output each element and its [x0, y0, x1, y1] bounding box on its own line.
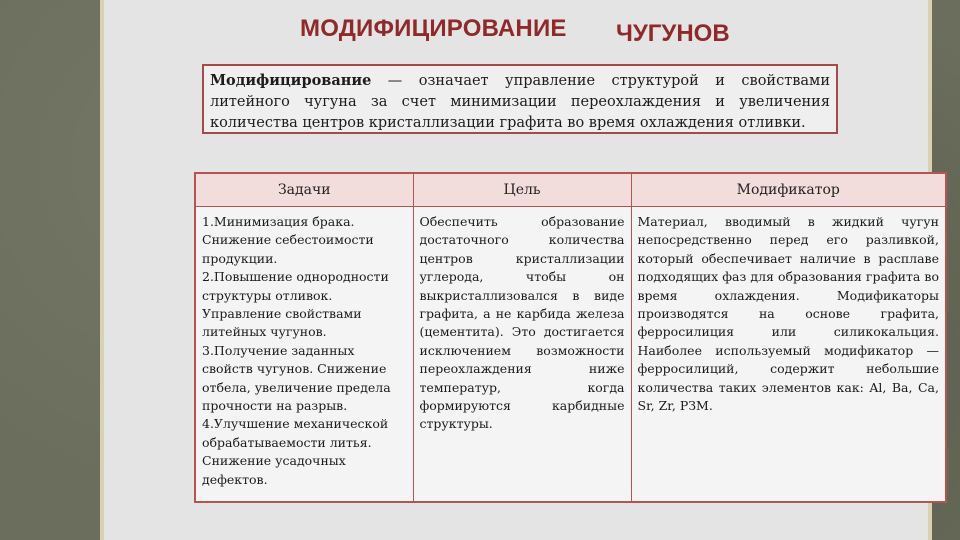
- modification-table: [194, 172, 947, 503]
- header-modifier: Модификатор: [631, 173, 946, 207]
- definition-box: [202, 64, 838, 134]
- title-word-1: МОДИФИЦИРОВАНИЕ: [300, 15, 567, 42]
- modifier-cell: Материал, вводимый в жидкий чугун непосредственно перед его разливкой, который обеспечивает наличие в расплаве подходящих фаз для образования графита во время охлаждения. Модификаторы производятся на основе графита, ферросилиция или силикокальция. Наиболее используемый модификатор — ферросилиций, содержит небольшие количества таких элементов как: Al, Ba, Ca, Sr, Zr, РЗМ.: [631, 207, 946, 503]
- definition-text: — означает управление структурой и свойствами литейного чугуна за счет минимизации переохлаждения и увеличения количества центров кристаллизации графита во время охлаждения отливки.: [210, 73, 830, 131]
- tasks-cell: [195, 207, 413, 503]
- task-item: 4.Улучшение механической обрабатываемости литья.: [202, 416, 389, 450]
- task-item: Снижение усадочных дефектов.: [202, 453, 346, 487]
- task-item: 3.Получение заданных свойств чугунов. Снижение отбела, увеличение предела прочности на разрыв.: [202, 342, 391, 414]
- table-row: [195, 207, 946, 503]
- task-item: Снижение себестоимости продукции.: [202, 232, 374, 266]
- header-tasks: Задачи: [195, 173, 413, 207]
- task-item: 1.Минимизация брака.: [202, 214, 355, 229]
- goal-cell: Обеспечить образование достаточного количества центров кристаллизации углерода, чтобы он выкристаллизовался в виде графита, а не карбида железа (цементита). Это достигается исключением возможности переохлаждения ниже температур, когда формируются карбидные структуры.: [413, 207, 631, 503]
- task-item: Управление свойствами литейных чугунов.: [202, 306, 362, 340]
- task-item: 2.Повышение однородности структуры отливок.: [202, 269, 389, 303]
- header-goal: Цель: [413, 173, 631, 207]
- slide: [100, 0, 939, 540]
- table-header-row: [195, 173, 946, 207]
- definition-term: Модифицирование: [210, 72, 372, 89]
- title-word-2: ЧУГУНОВ: [616, 20, 730, 47]
